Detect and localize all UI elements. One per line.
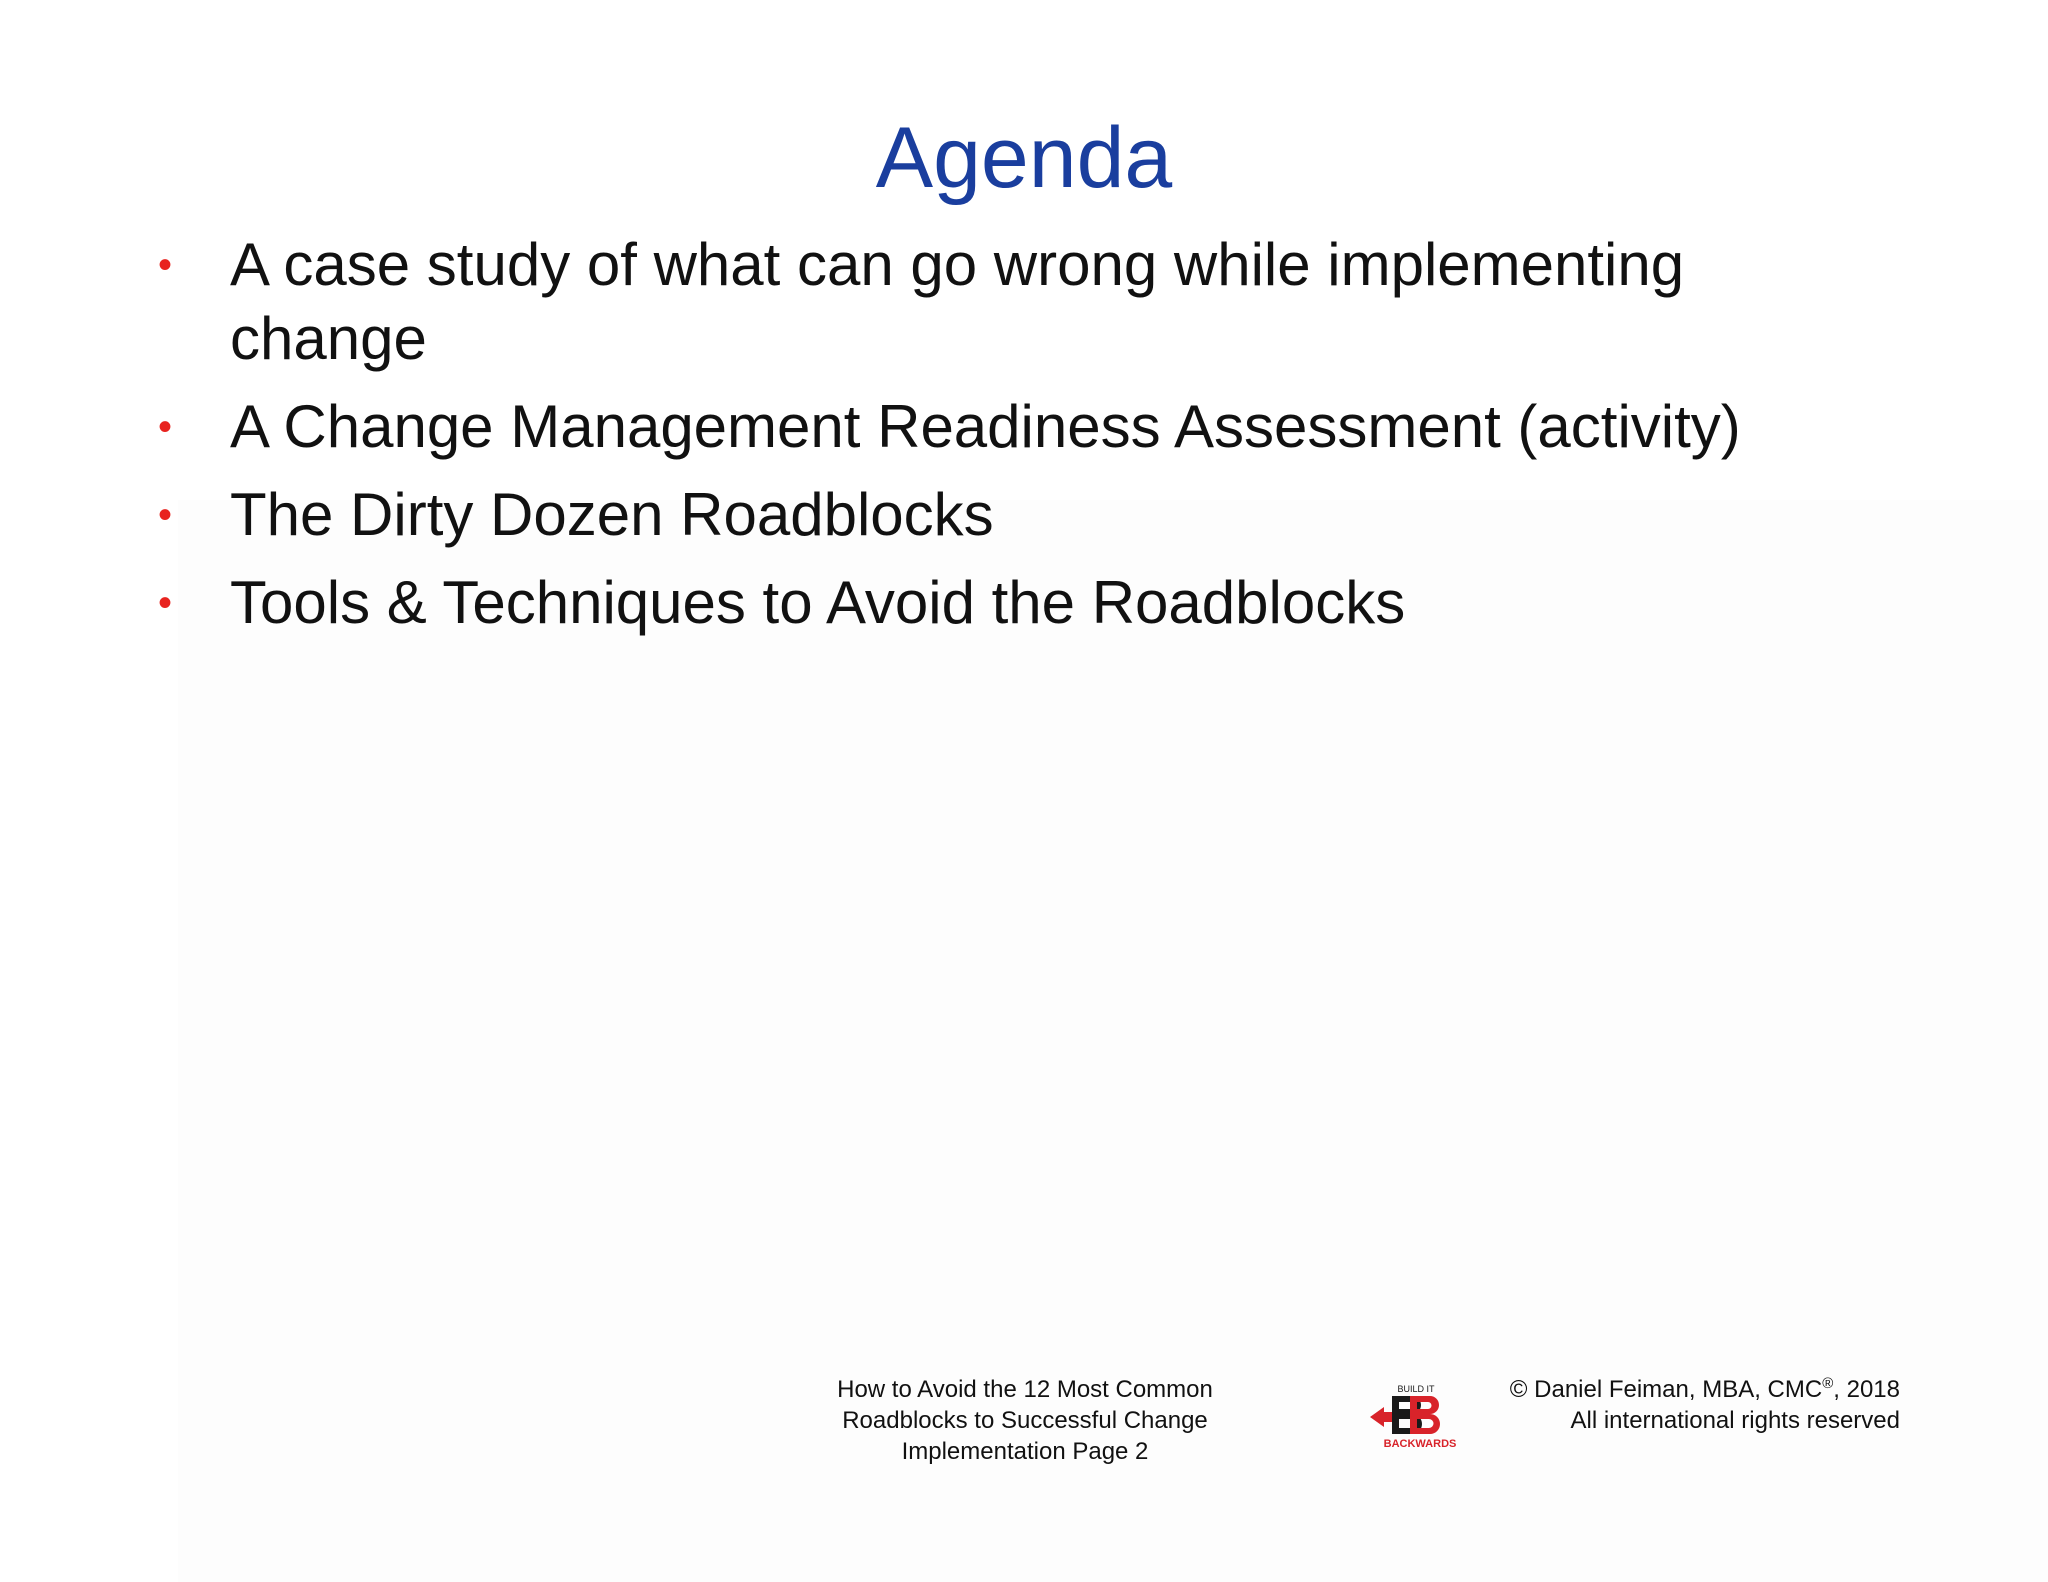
agenda-item bbox=[158, 228, 1958, 376]
slide-title: Agenda bbox=[875, 110, 1173, 206]
footer-copyright bbox=[1440, 1374, 1900, 1436]
agenda-item bbox=[158, 478, 1958, 552]
registered-mark: ® bbox=[1822, 1375, 1834, 1392]
logo-top-text: BUILD IT bbox=[1397, 1384, 1435, 1394]
agenda-item-text: The Dirty Dozen Roadblocks bbox=[230, 481, 994, 548]
agenda-item bbox=[158, 566, 1958, 640]
bullet-icon: • bbox=[158, 493, 173, 537]
agenda-item-text: A Change Management Readiness Assessment (activity) bbox=[230, 393, 1741, 460]
logo-arrow-shape bbox=[1370, 1407, 1392, 1427]
agenda-list bbox=[158, 228, 1958, 654]
agenda-item-text: A case study of what can go wrong while implementing change bbox=[230, 231, 1685, 372]
bullet-icon: • bbox=[158, 405, 173, 449]
footer-course-title bbox=[790, 1374, 1260, 1467]
agenda-item-text: Tools & Techniques to Avoid the Roadblocks bbox=[230, 569, 1406, 636]
copyright-text: © Daniel Feiman, MBA, CMC bbox=[1509, 1376, 1823, 1403]
rights-line: All international rights reserved bbox=[1570, 1407, 1900, 1434]
logo-letter-b-red bbox=[1410, 1396, 1440, 1434]
footer-line: Roadblocks to Successful Change bbox=[842, 1407, 1208, 1434]
copyright-year: , 2018 bbox=[1833, 1376, 1900, 1403]
footer-line: Implementation Page 2 bbox=[901, 1438, 1149, 1465]
agenda-item bbox=[158, 390, 1958, 464]
copyright-line bbox=[1440, 1374, 1900, 1405]
bullet-icon: • bbox=[158, 581, 173, 625]
logo-bottom-text: BACKWARDS bbox=[1383, 1438, 1457, 1450]
footer-line: How to Avoid the 12 Most Common bbox=[837, 1376, 1213, 1403]
bullet-icon: • bbox=[158, 243, 173, 287]
